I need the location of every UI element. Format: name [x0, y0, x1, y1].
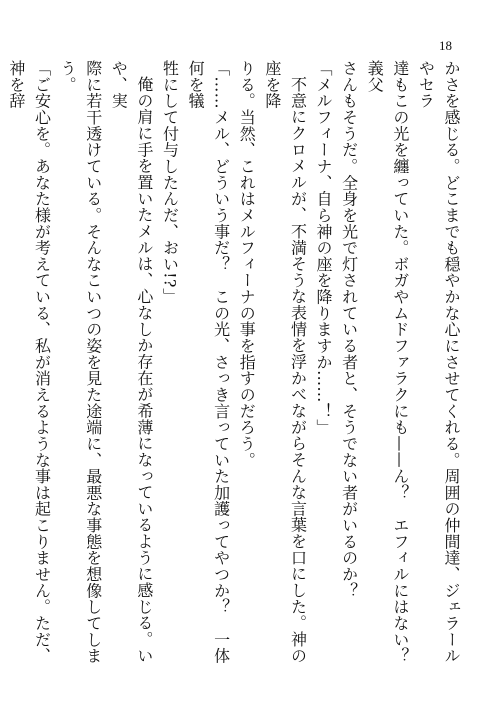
text-line: 牲にして付与したんだ、おい!?」 — [160, 60, 180, 305]
text-line: さんもそうだ。全身を光で灯されている者と、そうでない者がいるのか？ — [339, 60, 359, 599]
text-line — [0, 60, 3, 670]
text-line: りる。当然、これはメルフィーナの事を指すのだろう。 — [237, 60, 257, 468]
text-line: 達もこの光を纏っていた。ボガやムドファラクにも——ん？ エフィルにはない？ 義父 — [365, 60, 410, 681]
text-line: かさを感じる。どこまでも穏やかな心にさせてくれる。周囲の仲間達、ジェラールやセラ — [416, 60, 461, 664]
text-line: 「メルフィーナ、自ら神の座を降りますか……！」 — [314, 60, 334, 436]
text-line: 不意にクロメルが、不満そうな表情を浮かべながらそんな言葉を口にした。神の座を降 — [262, 60, 308, 664]
text-line: 俺の肩に手を置いたメルは、心なしか存在が希薄になっているように感じる。いや、実 — [109, 60, 154, 664]
body-text — [6, 60, 464, 681]
text-line: 「ご安心を。あなた様が考えている、私が消えるような事は起こりません。ただ、神を辞 — [6, 60, 52, 664]
text-line: 際に若干透けている。そんなこいつの姿を見た途端に、最悪な事態を想像してしまう。 — [58, 60, 103, 664]
text-line: 「……メル、どういう事だ？ この光、さっき言っていた加護ってやつか？ 一体何を犠 — [186, 60, 231, 664]
page-number: 18 — [439, 38, 452, 53]
